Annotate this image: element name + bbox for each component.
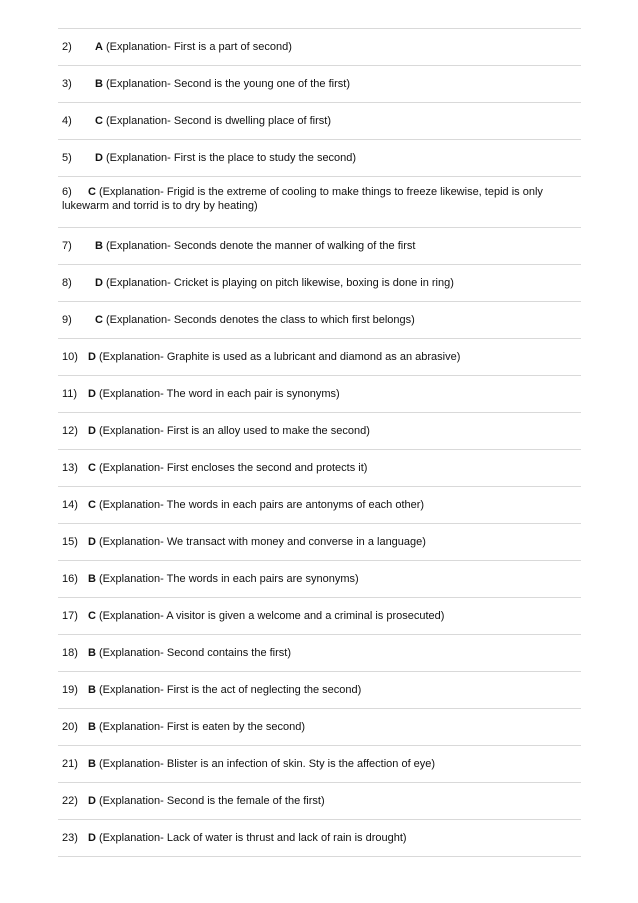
answer-number: 14) [62, 499, 78, 511]
answer-row [58, 140, 581, 177]
answer-row [58, 265, 581, 302]
answer-number: 19) [62, 684, 78, 696]
answer-letter: C [95, 314, 103, 326]
answer-explanation: (Explanation- The words in each pairs are synonyms) [95, 573, 359, 585]
answer-explanation: (Explanation- First is a part of second) [102, 41, 292, 53]
answer-letter: D [88, 425, 96, 437]
answer-number: 8) [62, 277, 72, 289]
answer-explanation: (Explanation- The word in each pair is synonyms) [95, 388, 340, 400]
answer-row [58, 820, 581, 857]
answer-number: 10) [62, 351, 78, 363]
answer-explanation: (Explanation- Lack of water is thrust and lack of rain is drought) [95, 832, 407, 844]
answer-explanation: (Explanation- Second is dwelling place of first) [102, 115, 332, 127]
answer-number: 4) [62, 115, 72, 127]
answer-explanation: (Explanation- We transact with money and converse in a language) [95, 536, 426, 548]
answer-explanation: (Explanation- First is the place to study the second) [102, 152, 357, 164]
answer-number: 15) [62, 536, 78, 548]
answer-explanation: (Explanation- First is the act of neglecting the second) [95, 684, 362, 696]
answer-explanation: (Explanation- A visitor is given a welcome and a criminal is prosecuted) [95, 610, 445, 622]
answer-letter: D [88, 536, 96, 548]
answer-number: 23) [62, 832, 78, 844]
answer-row [58, 709, 581, 746]
answer-letter: C [95, 115, 103, 127]
answer-row [58, 561, 581, 598]
answer-letter: D [88, 388, 96, 400]
answer-number: 21) [62, 758, 78, 770]
answer-letter: B [88, 684, 96, 696]
answer-letter: B [95, 240, 103, 252]
answer-explanation: (Explanation- Seconds denotes the class to which first belongs) [102, 314, 415, 326]
answer-row [58, 598, 581, 635]
answer-explanation: (Explanation- First is an alloy used to make the second) [95, 425, 370, 437]
answer-explanation: (Explanation- Cricket is playing on pitch likewise, boxing is done in ring) [102, 277, 454, 289]
answer-explanation: (Explanation- Seconds denote the manner of walking of the first [102, 240, 416, 252]
answer-row [58, 339, 581, 376]
answer-number: 9) [62, 314, 72, 326]
answer-row [58, 103, 581, 140]
answer-letter: C [88, 462, 96, 474]
answer-explanation: (Explanation- First is eaten by the second) [95, 721, 306, 733]
answer-explanation: (Explanation- Second is the young one of the first) [102, 78, 350, 90]
answer-explanation: (Explanation- The words in each pairs are antonyms of each other) [95, 499, 425, 511]
answer-letter: D [88, 832, 96, 844]
answer-key-list [58, 28, 581, 857]
answer-letter: B [95, 78, 103, 90]
answer-number: 18) [62, 647, 78, 659]
answer-row [58, 524, 581, 561]
answer-explanation: (Explanation- Frigid is the extreme of cooling to make things to freeze likewise, tepid is only lukewarm and torrid is to dry by heating) [62, 186, 543, 212]
answer-letter: A [95, 41, 103, 53]
answer-letter: C [88, 186, 96, 198]
answer-number: 13) [62, 462, 78, 474]
answer-letter: B [88, 721, 96, 733]
answer-row [58, 29, 581, 66]
answer-explanation: (Explanation- Second is the female of the first) [95, 795, 325, 807]
answer-number: 20) [62, 721, 78, 733]
answer-number: 7) [62, 240, 72, 252]
answer-explanation: (Explanation- Second contains the first) [95, 647, 291, 659]
answer-letter: C [88, 499, 96, 511]
answer-number: 5) [62, 152, 72, 164]
answer-row [58, 66, 581, 103]
answer-row [58, 413, 581, 450]
answer-number: 6) [62, 186, 72, 198]
answer-number: 22) [62, 795, 78, 807]
answer-row [58, 746, 581, 783]
answer-number: 12) [62, 425, 78, 437]
answer-row [58, 450, 581, 487]
answer-number: 3) [62, 78, 72, 90]
answer-row [58, 376, 581, 413]
answer-letter: D [88, 351, 96, 363]
answer-row [58, 783, 581, 820]
answer-number: 2) [62, 41, 72, 53]
answer-row [58, 635, 581, 672]
answer-number: 17) [62, 610, 78, 622]
answer-letter: B [88, 758, 96, 770]
answer-row [58, 302, 581, 339]
answer-number: 11) [62, 388, 78, 400]
answer-row [58, 177, 581, 228]
answer-letter: C [88, 610, 96, 622]
answer-letter: D [88, 795, 96, 807]
answer-number: 16) [62, 573, 78, 585]
answer-letter: D [95, 152, 103, 164]
answer-explanation: (Explanation- Blister is an infection of skin. Sty is the affection of eye) [95, 758, 436, 770]
answer-explanation: (Explanation- Graphite is used as a lubricant and diamond as an abrasive) [95, 351, 461, 363]
answer-letter: B [88, 647, 96, 659]
answer-row [58, 672, 581, 709]
answer-letter: B [88, 573, 96, 585]
answer-row [58, 228, 581, 265]
answer-explanation: (Explanation- First encloses the second and protects it) [95, 462, 368, 474]
answer-row [58, 487, 581, 524]
answer-letter: D [95, 277, 103, 289]
